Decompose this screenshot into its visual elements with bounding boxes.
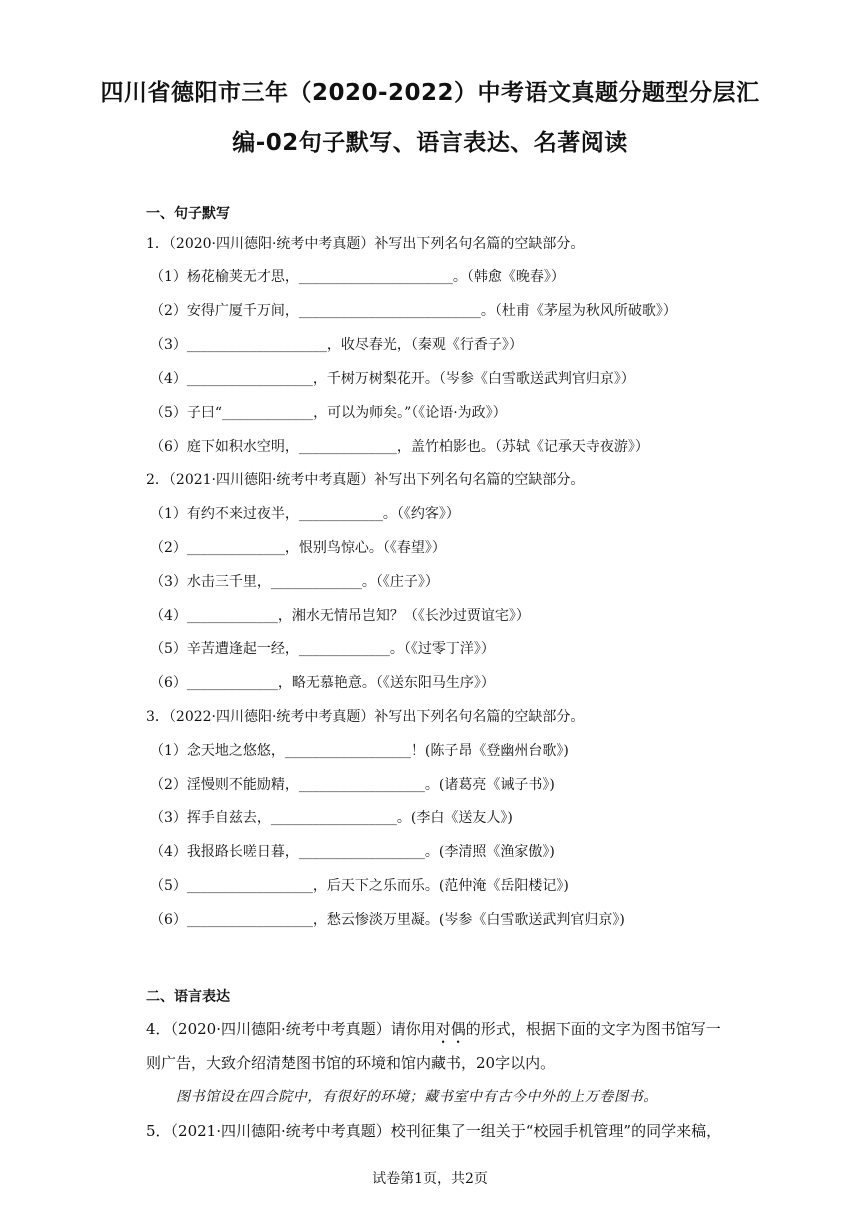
section-heading-language-expression: 二、语言表达 <box>146 989 230 1005</box>
question-3-item-1: （1）念天地之悠悠，__________________！(陈子昂《登幽州台歌》) <box>150 743 569 759</box>
question-3-item-5: （5）__________________，后天下之乐而乐。(范仲淹《岳阳楼记》) <box>150 878 569 894</box>
document-title-line-2: 编-02句子默写、语言表达、名著阅读 <box>232 130 628 156</box>
question-1-item-1: （1）杨花榆荚无才思，______________________。（韩愈《晚春》） <box>150 269 565 285</box>
section-heading-sentence-dictation: 一、句子默写 <box>146 206 230 222</box>
question-2-item-1: （1）有约不来过夜半，____________。（《约客》） <box>150 506 460 522</box>
question-1-item-6: （6）庭下如积水空明，______________，盖竹柏影也。（苏轼《记承天寺夜游》） <box>150 439 649 455</box>
document-title-line-1: 四川省德阳市三年（2020-2022）中考语文真题分题型分层汇 <box>100 80 760 106</box>
question-4-emphasis-word: 对偶 <box>435 1020 466 1038</box>
question-1-item-4: （4）__________________，千树万树梨花开。（岑参《白雪歌送武判官归京》） <box>150 371 635 387</box>
question-1-item-3: （3）____________________，收尽春光，（秦观《行香子》） <box>150 337 523 353</box>
question-3-item-2: （2）淫慢则不能励精，__________________。(诸葛亮《诫子书》) <box>150 777 555 793</box>
question-4-stem <box>146 1018 721 1047</box>
question-1-item-5: （5）子曰“_____________，可以为师矣。”（《论语·为政》） <box>150 405 507 421</box>
question-4-stem-line-2: 则广告，大致介绍清楚图书馆的环境和馆内藏书，20字以内。 <box>146 1054 556 1072</box>
question-1-item-2: （2）安得广厦千万间，__________________________。（杜甫《茅屋为秋风所破歌》） <box>150 303 677 319</box>
question-1-stem: 1．（2020·四川德阳·统考中考真题）补写出下列名句名篇的空缺部分。 <box>146 236 585 252</box>
question-4-material: 图书馆设在四合院中，有很好的环境；藏书室中有古今中外的上万卷图书。 <box>176 1089 658 1105</box>
question-3-item-6: （6）__________________，愁云惨淡万里凝。(岑参《白雪歌送武判官归京》) <box>150 912 625 928</box>
question-5-stem: 5．（2021·四川德阳·统考中考真题）校刊征集了一组关于“校园手机管理”的同学来稿， <box>146 1122 722 1140</box>
question-2-item-3: （3）水击三千里，_____________。（《庄子》） <box>150 574 439 590</box>
question-2-stem: 2．（2021·四川德阳·统考中考真题）补写出下列名句名篇的空缺部分。 <box>146 472 585 488</box>
page-footer: 试卷第1页，共2页 <box>372 1171 488 1187</box>
question-2-item-6: （6）_____________，略无慕艳意。（《送东阳马生序》） <box>150 675 495 691</box>
question-4-stem-start: 4．（2020·四川德阳·统考中考真题）请你用 <box>146 1020 436 1038</box>
question-3-stem: 3．（2022·四川德阳·统考中考真题）补写出下列名句名篇的空缺部分。 <box>146 709 585 725</box>
question-4-stem-end: 的形式，根据下面的文字为图书馆写一 <box>465 1020 721 1038</box>
question-3-item-3: （3）挥手自兹去，__________________。(李白《送友人》) <box>150 810 513 826</box>
question-2-item-2: （2）______________，恨别鸟惊心。（《春望》） <box>150 540 446 556</box>
question-3-item-4: （4）我报路长嗟日暮，__________________。(李清照《渔家傲》) <box>150 844 555 860</box>
question-2-item-4: （4）_____________，湘水无情吊岂知？（《长沙过贾谊宅》） <box>150 608 530 624</box>
question-2-item-5: （5）辛苦遭逢起一经，_____________。（《过零丁洋》） <box>150 641 495 657</box>
